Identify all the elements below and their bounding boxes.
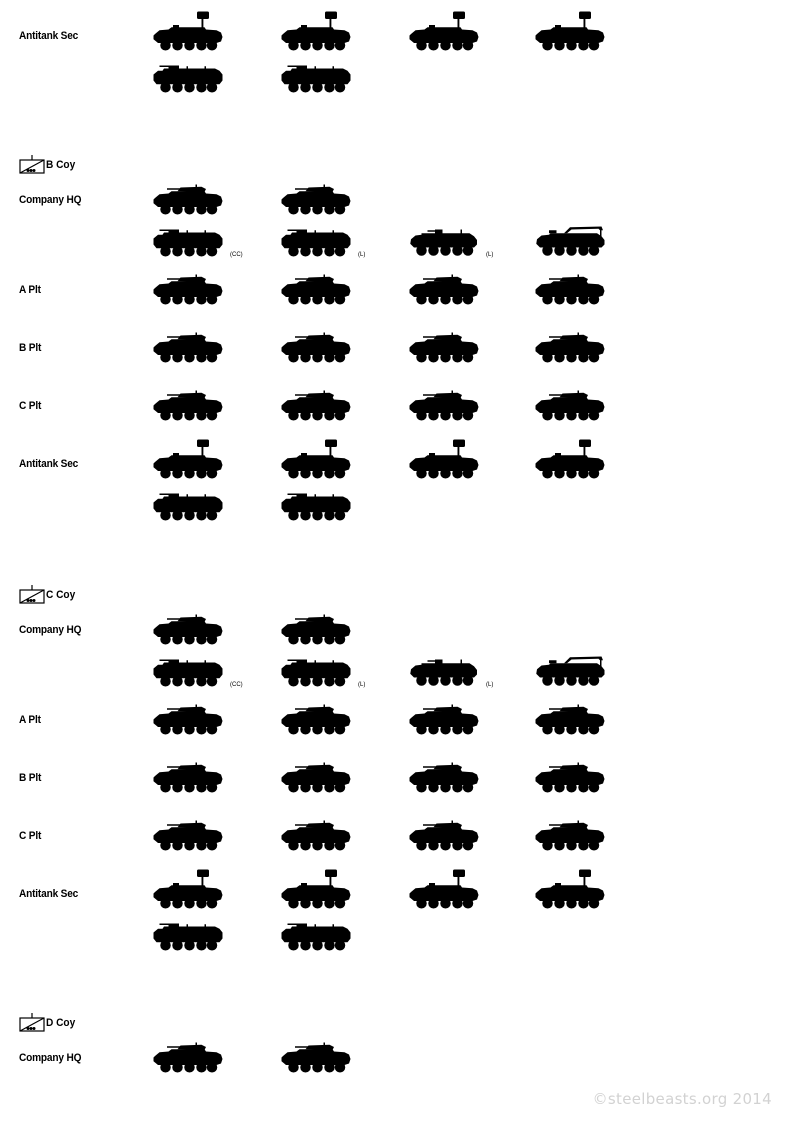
vehicle-at-tow-icon <box>140 868 236 910</box>
vehicle-at-tow-icon <box>268 868 364 910</box>
row-label: C Plt <box>19 830 42 842</box>
vehicle-ifv-icon <box>268 694 364 736</box>
watermark: ©steelbeasts.org 2014 <box>592 1090 772 1108</box>
vehicle-ifv-icon <box>522 752 618 794</box>
vehicle-ifv-icon <box>268 174 364 216</box>
vehicle-ifv-icon <box>268 264 364 306</box>
vehicle-apc-light-icon <box>396 646 492 688</box>
vehicle-designator: (L) <box>358 682 366 688</box>
vehicle-designator: (L) <box>486 682 494 688</box>
vehicle-ifv-icon <box>268 752 364 794</box>
row-label: Antitank Sec <box>19 458 79 470</box>
vehicle-ifv-icon <box>140 694 236 736</box>
vehicle-apc-rws-icon <box>268 216 364 258</box>
vehicle-apc-rws-icon <box>140 480 236 522</box>
vehicle-ifv-icon <box>268 322 364 364</box>
vehicle-ifv-icon <box>396 694 492 736</box>
vehicle-ifv-icon <box>522 694 618 736</box>
vehicle-apc-rws-icon <box>268 646 364 688</box>
coy-unit-symbol-icon <box>19 584 45 604</box>
vehicle-ifv-icon <box>396 264 492 306</box>
vehicle-apc-rws-icon <box>268 480 364 522</box>
vehicle-apc-rws-icon <box>140 216 236 258</box>
vehicle-apc-rws-icon <box>268 52 364 94</box>
vehicle-ifv-icon <box>268 604 364 646</box>
vehicle-ifv-icon <box>522 810 618 852</box>
row-label: Company HQ <box>19 1052 82 1064</box>
coy-label: B Coy <box>46 159 76 171</box>
vehicle-ifv-icon <box>396 810 492 852</box>
coy-label: D Coy <box>46 1017 76 1029</box>
vehicle-ifv-icon <box>140 264 236 306</box>
vehicle-ifv-icon <box>268 1032 364 1074</box>
coy-label: C Coy <box>46 589 76 601</box>
vehicle-designator: (CC) <box>230 252 243 258</box>
vehicle-at-tow-icon <box>268 438 364 480</box>
vehicle-ifv-icon <box>140 604 236 646</box>
vehicle-ifv-icon <box>396 380 492 422</box>
row-label: B Plt <box>19 772 42 784</box>
vehicle-designator: (CC) <box>230 682 243 688</box>
vehicle-at-tow-icon <box>396 868 492 910</box>
vehicle-at-tow-icon <box>140 10 236 52</box>
vehicle-at-tow-icon <box>522 868 618 910</box>
row-label: Company HQ <box>19 624 82 636</box>
vehicle-ifv-icon <box>268 810 364 852</box>
row-label: Antitank Sec <box>19 888 79 900</box>
vehicle-ifv-icon <box>522 380 618 422</box>
vehicle-ifv-icon <box>522 264 618 306</box>
vehicle-designator: (L) <box>358 252 366 258</box>
vehicle-at-tow-icon <box>140 438 236 480</box>
vehicle-ifv-icon <box>522 322 618 364</box>
vehicle-at-tow-icon <box>268 10 364 52</box>
vehicle-apc-light-icon <box>396 216 492 258</box>
row-label: Antitank Sec <box>19 30 79 42</box>
vehicle-ifv-icon <box>140 380 236 422</box>
vehicle-ifv-icon <box>140 174 236 216</box>
row-label: C Plt <box>19 400 42 412</box>
vehicle-ifv-icon <box>268 380 364 422</box>
row-label: A Plt <box>19 284 41 296</box>
vehicle-apc-rws-icon <box>140 646 236 688</box>
vehicle-at-tow-icon <box>522 10 618 52</box>
row-label: A Plt <box>19 714 41 726</box>
row-label: B Plt <box>19 342 42 354</box>
vehicle-apc-rws-icon <box>140 910 236 952</box>
vehicle-apc-rws-icon <box>268 910 364 952</box>
vehicle-ifv-icon <box>140 1032 236 1074</box>
vehicle-recovery-icon <box>522 216 618 258</box>
vehicle-designator: (L) <box>486 252 494 258</box>
vehicle-at-tow-icon <box>396 10 492 52</box>
vehicle-ifv-icon <box>396 752 492 794</box>
coy-unit-symbol-icon <box>19 1012 45 1032</box>
row-label: Company HQ <box>19 194 82 206</box>
vehicle-at-tow-icon <box>522 438 618 480</box>
vehicle-ifv-icon <box>396 322 492 364</box>
vehicle-apc-rws-icon <box>140 52 236 94</box>
vehicle-ifv-icon <box>140 810 236 852</box>
vehicle-ifv-icon <box>140 322 236 364</box>
vehicle-at-tow-icon <box>396 438 492 480</box>
coy-unit-symbol-icon <box>19 154 45 174</box>
vehicle-ifv-icon <box>140 752 236 794</box>
vehicle-recovery-icon <box>522 646 618 688</box>
